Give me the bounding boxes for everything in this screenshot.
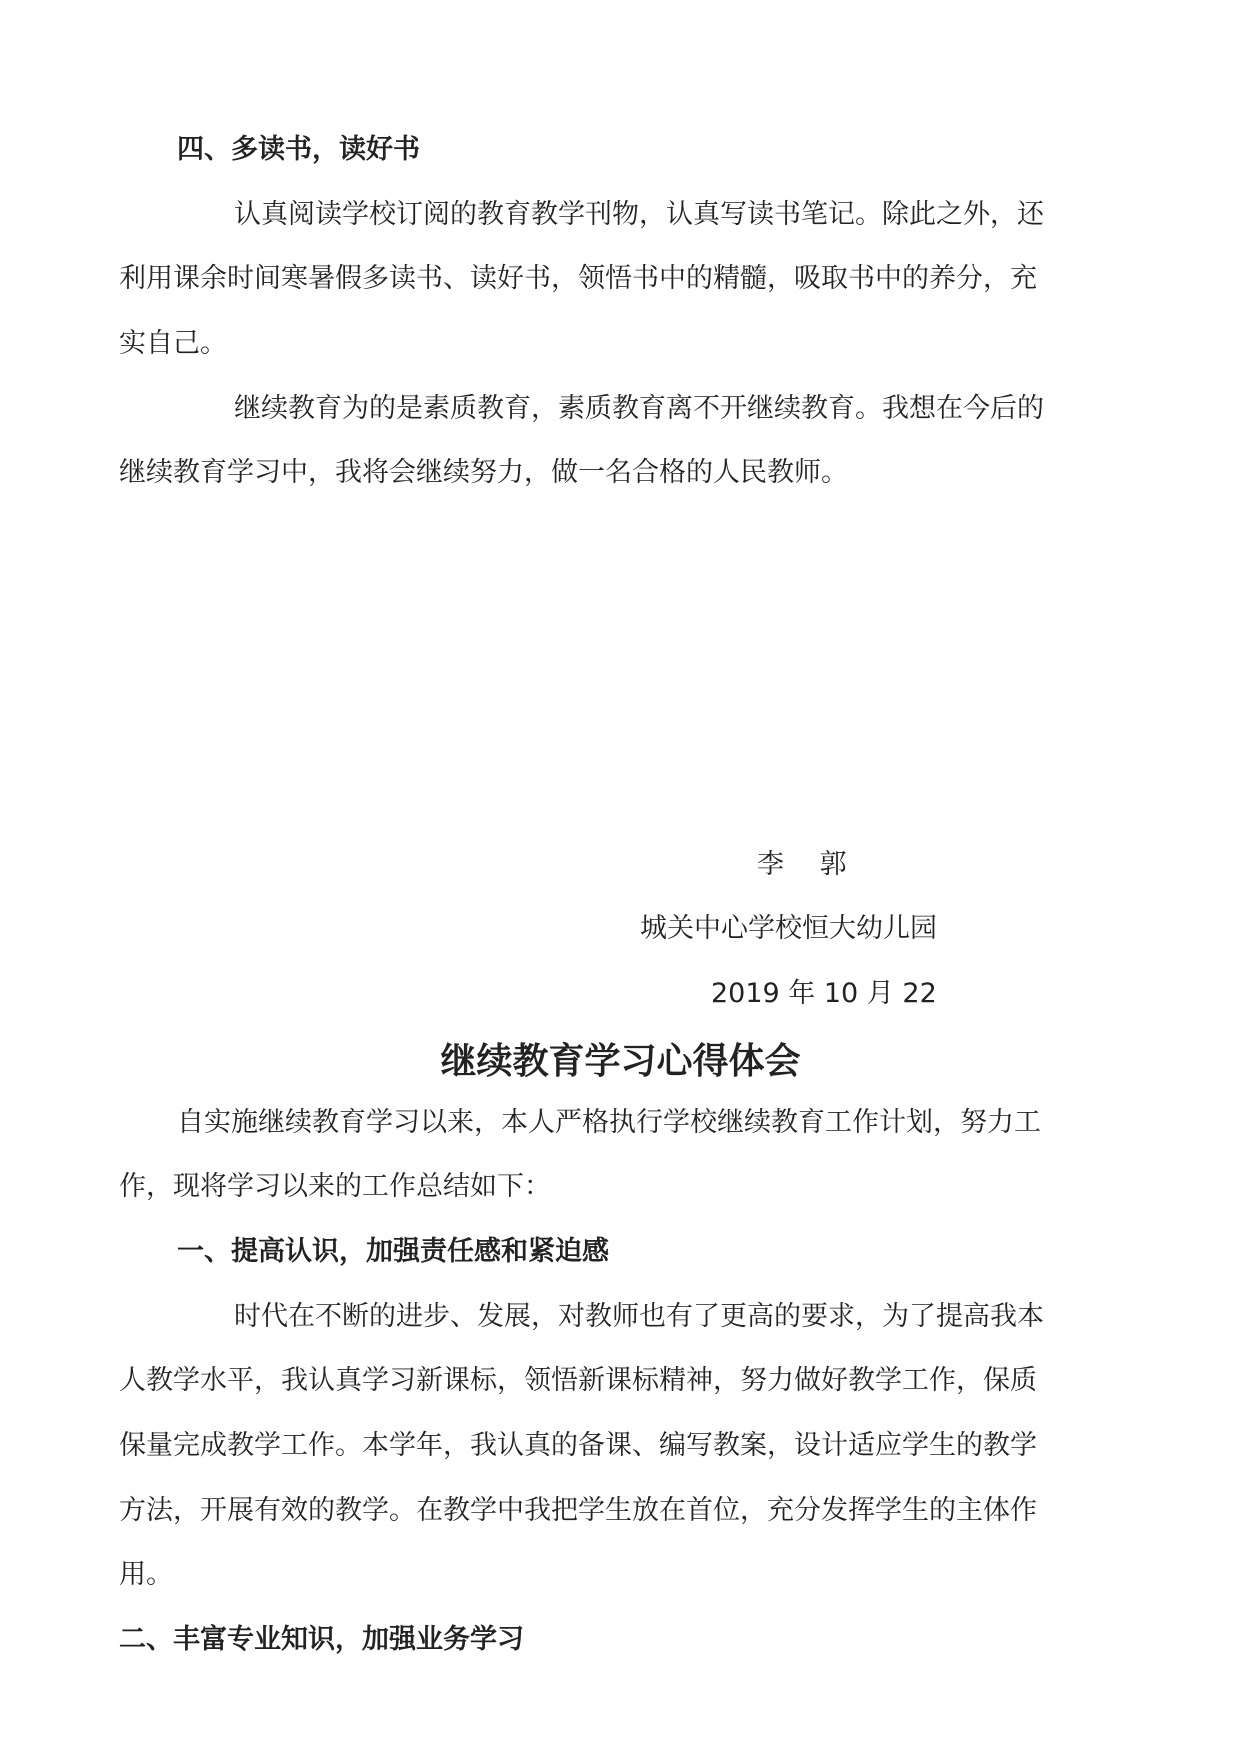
paragraph-line: 作，现将学习以来的工作总结如下： [119, 1171, 551, 1202]
signature-organization: 城关中心学校恒大幼儿园 [640, 913, 937, 944]
signature-date: 2019 年 10 月 22 [711, 978, 937, 1009]
article-title: 继续教育学习心得体会 [440, 1040, 801, 1082]
paragraph-line: 继续教育为的是素质教育，素质教育离不开继续教育。我想在今后的 [234, 393, 1044, 424]
section-heading: 一、提高认识，加强责任感和紧迫感 [177, 1236, 609, 1267]
paragraph-line: 自实施继续教育学习以来，本人严格执行学校继续教育工作计划，努力工 [177, 1107, 1041, 1138]
section-heading: 二、丰富专业知识，加强业务学习 [119, 1624, 524, 1655]
paragraph-line: 认真阅读学校订阅的教育教学刊物，认真写读书笔记。除此之外，还 [234, 199, 1044, 230]
paragraph-line: 人教学水平，我认真学习新课标，领悟新课标精神，努力做好教学工作，保质 [119, 1365, 1037, 1396]
paragraph-line: 时代在不断的进步、发展，对教师也有了更高的要求，为了提高我本 [234, 1301, 1044, 1332]
paragraph-line: 方法，开展有效的教学。在教学中我把学生放在首位，充分发挥学生的主体作 [119, 1495, 1037, 1526]
paragraph-line: 实自己。 [119, 328, 227, 359]
signature-name: 李 郭 [757, 849, 847, 880]
paragraph-line: 利用课余时间寒暑假多读书、读好书，领悟书中的精髓，吸取书中的养分，充 [119, 263, 1037, 294]
paragraph-line: 保量完成教学工作。本学年，我认真的备课、编写教案，设计适应学生的教学 [119, 1430, 1037, 1461]
paragraph-line: 继续教育学习中，我将会继续努力，做一名合格的人民教师。 [119, 457, 848, 488]
section-heading: 四、多读书，读好书 [177, 134, 420, 165]
paragraph-line: 用。 [119, 1559, 173, 1590]
